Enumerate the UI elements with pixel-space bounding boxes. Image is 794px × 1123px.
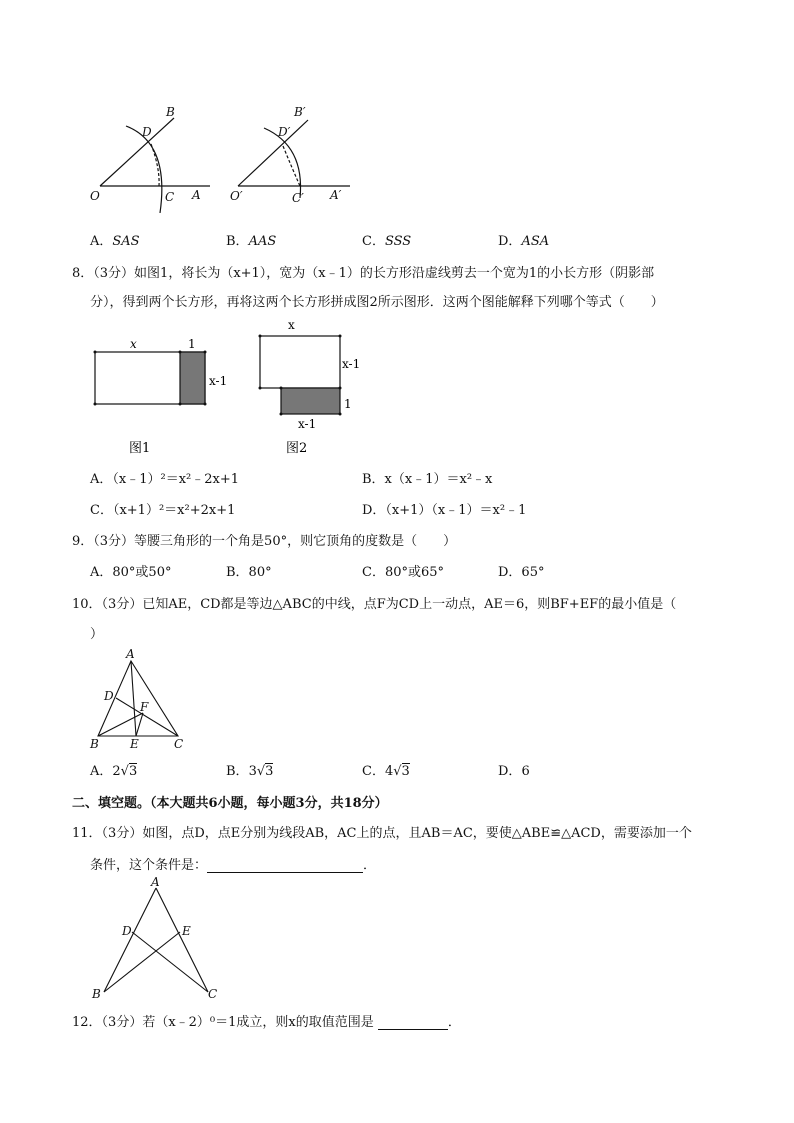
q8-fig2-caption: 图2 bbox=[286, 441, 308, 456]
q10-stem-line2: ） bbox=[90, 627, 104, 642]
q7-label-B: B bbox=[166, 105, 175, 119]
q8-fig2-label-bottom: x-1 bbox=[298, 417, 317, 431]
q7-option-d[interactable]: D．ASA bbox=[498, 234, 550, 249]
q10-label-C: C bbox=[174, 737, 184, 751]
q10-option-c[interactable]: C．4√3 bbox=[362, 764, 410, 779]
q8-figure-2 bbox=[250, 314, 390, 460]
q8-fig1-label-side: x-1 bbox=[209, 374, 228, 388]
q8-stem-line1: 8．（3分）如图1，将长为（x+1），宽为（x﹣1）的长方形沿虚线剪去一个宽为1的小长方形（阴影部 bbox=[72, 266, 655, 281]
section-2-title: 二、填空题。（本大题共6小题，每小题3分，共18分） bbox=[72, 796, 388, 811]
q8-option-b[interactable]: B．x（x﹣1）＝x²﹣x bbox=[362, 472, 493, 487]
q7-option-c[interactable]: C．SSS bbox=[362, 234, 412, 249]
q8-option-c[interactable]: C．（x+1）²＝x²+2x+1 bbox=[90, 503, 236, 518]
q11-label-A: A bbox=[151, 875, 160, 889]
q7-option-a[interactable]: A．SAS bbox=[90, 234, 140, 249]
q7-label-C: C bbox=[165, 190, 175, 204]
q7-figure bbox=[80, 98, 370, 213]
q8-fig2-label-side-bottom: 1 bbox=[344, 397, 352, 411]
q7-label-A: A bbox=[192, 188, 201, 202]
q9-option-d[interactable]: D．65° bbox=[498, 565, 545, 580]
q8-fig2-label-top: x bbox=[288, 318, 295, 332]
q11-answer-blank[interactable] bbox=[207, 858, 363, 873]
q11-label-C: C bbox=[208, 987, 218, 1001]
q9-option-a[interactable]: A．80°或50° bbox=[90, 565, 172, 580]
q11-figure bbox=[86, 874, 226, 1004]
q10-label-F: F bbox=[140, 700, 149, 714]
q7-label-O: O bbox=[90, 189, 100, 203]
q10-stem-line1: 10．（3分）已知AE，CD都是等边△ABC的中线，点F为CD上一动点，AE＝6，则BF+EF的最小值是（ bbox=[72, 597, 677, 612]
q10-label-D: D bbox=[104, 689, 114, 703]
q9-stem: 9．（3分）等腰三角形的一个角是50°，则它顶角的度数是（ ） bbox=[72, 534, 457, 549]
q10-option-a[interactable]: A．2√3 bbox=[90, 764, 138, 779]
q12-answer-blank[interactable] bbox=[378, 1015, 448, 1030]
q8-option-d[interactable]: D．（x+1）（x﹣1）＝x²﹣1 bbox=[362, 503, 527, 518]
q11-label-B: B bbox=[92, 987, 101, 1001]
q10-option-d[interactable]: D．6 bbox=[498, 764, 530, 779]
q7-label-D: D bbox=[142, 125, 152, 139]
q10-figure bbox=[86, 648, 196, 752]
q10-label-A: A bbox=[126, 648, 135, 661]
q10-label-B: B bbox=[90, 737, 99, 751]
q11-label-D: D bbox=[122, 924, 132, 938]
q8-figure-1 bbox=[85, 330, 245, 460]
q9-option-b[interactable]: B．80° bbox=[226, 565, 272, 580]
q7-label-A-prime: A′ bbox=[330, 188, 342, 202]
q7-label-O-prime: O′ bbox=[230, 189, 243, 203]
q9-option-c[interactable]: C．80°或65° bbox=[362, 565, 445, 580]
q7-label-C-prime: C′ bbox=[292, 191, 304, 205]
q7-option-b[interactable]: B．AAS bbox=[226, 234, 277, 249]
q8-fig1-label-x: x bbox=[130, 337, 137, 351]
q11-label-E: E bbox=[182, 924, 191, 938]
q8-fig1-label-1: 1 bbox=[188, 337, 196, 351]
q7-label-B-prime: B′ bbox=[294, 105, 306, 119]
q7-label-D-prime: D′ bbox=[278, 125, 291, 139]
q10-label-E: E bbox=[130, 737, 139, 751]
q10-option-b[interactable]: B．3√3 bbox=[226, 764, 274, 779]
q8-option-a[interactable]: A．（x﹣1）²＝x²﹣2x+1 bbox=[90, 472, 240, 487]
q12-stem: 12．（3分）若（x﹣2）⁰＝1成立，则x的取值范围是 ． bbox=[72, 1015, 461, 1030]
q11-stem-line1: 11．（3分）如图，点D，点E分别为线段AB，AC上的点，且AB＝AC，要使△ABE≌△ACD，需要添加一个 bbox=[72, 826, 692, 841]
q8-fig2-label-side-top: x-1 bbox=[342, 357, 361, 371]
q11-stem-line2: 条件，这个条件是： ． bbox=[90, 858, 377, 873]
q8-stem-line2: 分），得到两个长方形，再将这两个长方形拼成图2所示图形．这两个图能解释下列哪个等式（ ） bbox=[90, 295, 664, 310]
q8-fig1-caption: 图1 bbox=[129, 441, 151, 456]
